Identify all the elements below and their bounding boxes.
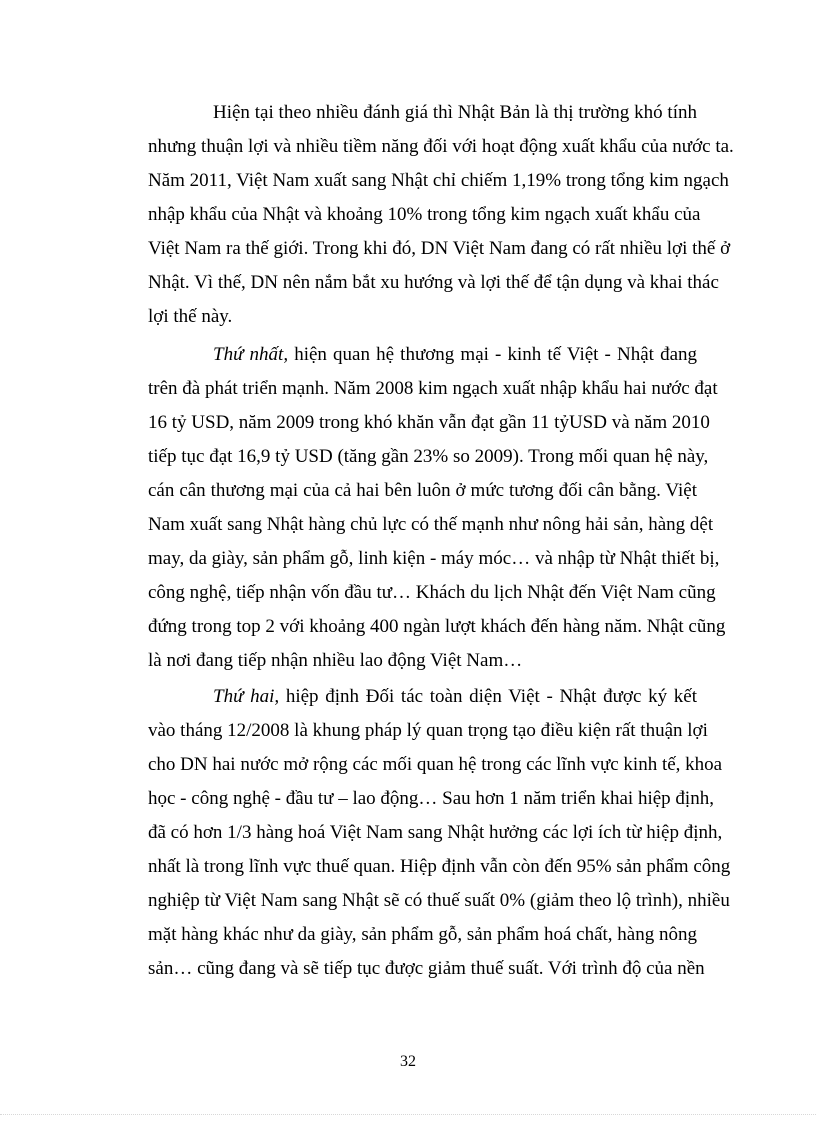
paragraph-2-line-7: may, da giày, sản phẩm gỗ, linh kiện - máy móc… và nhập từ Nhật thiết bị,	[148, 548, 720, 569]
paragraph-3-lead: Thứ hai,	[213, 686, 280, 707]
page-number: 32	[400, 1053, 416, 1070]
paragraph-3-line-2: vào tháng 12/2008 là khung pháp lý quan trọng tạo điều kiện rất thuận lợi	[148, 720, 708, 741]
paragraph-2-lead: Thứ nhất,	[213, 344, 289, 365]
paragraph-2-line-9: đứng trong top 2 với khoảng 400 ngàn lượt khách đến hàng năm. Nhật cũng	[148, 616, 726, 637]
paragraph-3-line-8: mặt hàng khác như da giày, sản phẩm gỗ, sản phẩm hoá chất, hàng nông	[148, 924, 697, 945]
paragraph-2-line-3: 16 tỷ USD, năm 2009 trong khó khăn vẫn đạt gần 11 tỷUSD và năm 2010	[148, 412, 710, 433]
paragraph-2-line-6: Nam xuất sang Nhật hàng chủ lực có thế mạnh như nông hải sản, hàng dệt	[148, 514, 714, 535]
paragraph-3-line-7: nghiệp từ Việt Nam sang Nhật sẽ có thuế suất 0% (giảm theo lộ trình), nhiều	[148, 890, 730, 911]
paragraph-1-line-6: Nhật. Vì thế, DN nên nắm bắt xu hướng và lợi thế để tận dụng và khai thác	[148, 272, 719, 293]
paragraph-3-line-9: sản… cũng đang và sẽ tiếp tục được giảm thuế suất. Với trình độ của nền	[148, 958, 705, 979]
paragraph-2-line-1-text: hiện quan hệ thương mại - kinh tế Việt - Nhật đang	[288, 344, 697, 365]
paragraph-3-line-4: học - công nghệ - đầu tư – lao động… Sau hơn 1 năm triển khai hiệp định,	[148, 788, 714, 809]
paragraph-1-line-2: nhưng thuận lợi và nhiều tiềm năng đối với hoạt động xuất khẩu của nước ta.	[148, 136, 734, 157]
paragraph-2-line-8: công nghệ, tiếp nhận vốn đầu tư… Khách du lịch Nhật đến Việt Nam cũng	[148, 582, 716, 603]
paragraph-1-line-1: Hiện tại theo nhiều đánh giá thì Nhật Bản là thị trường khó tính	[213, 102, 697, 123]
paragraph-1-line-5: Việt Nam ra thế giới. Trong khi đó, DN Việt Nam đang có rất nhiều lợi thế ở	[148, 238, 731, 259]
paragraph-1-line-7: lợi thế này.	[148, 306, 233, 327]
paragraph-2-line-5: cán cân thương mại của cả hai bên luôn ở mức tương đối cân bằng. Việt	[148, 480, 697, 501]
paragraph-3-line-5: đã có hơn 1/3 hàng hoá Việt Nam sang Nhật hưởng các lợi ích từ hiệp định,	[148, 822, 723, 843]
paragraph-3-line-1-text: hiệp định Đối tác toàn diện Việt - Nhật được ký kết	[279, 686, 697, 707]
paragraph-3-line-1	[213, 682, 697, 712]
page-edge-rule	[0, 1114, 816, 1115]
paragraph-2-line-2: trên đà phát triển mạnh. Năm 2008 kim ngạch xuất nhập khẩu hai nước đạt	[148, 378, 718, 399]
paragraph-3-line-3: cho DN hai nước mở rộng các mối quan hệ trong các lĩnh vực kinh tế, khoa	[148, 754, 723, 775]
paragraph-3-line-6: nhất là trong lĩnh vực thuế quan. Hiệp định vẫn còn đến 95% sản phẩm công	[148, 856, 731, 877]
paragraph-1-line-3: Năm 2011, Việt Nam xuất sang Nhật chỉ chiếm 1,19% trong tổng kim ngạch	[148, 170, 729, 191]
paragraph-2-line-1	[213, 340, 697, 370]
paragraph-1-line-4: nhập khẩu của Nhật và khoảng 10% trong tổng kim ngạch xuất khẩu của	[148, 204, 701, 225]
paragraph-2-line-4: tiếp tục đạt 16,9 tỷ USD (tăng gần 23% so 2009). Trong mối quan hệ này,	[148, 446, 709, 467]
paragraph-2-line-10: là nơi đang tiếp nhận nhiều lao động Việt Nam…	[148, 650, 523, 671]
